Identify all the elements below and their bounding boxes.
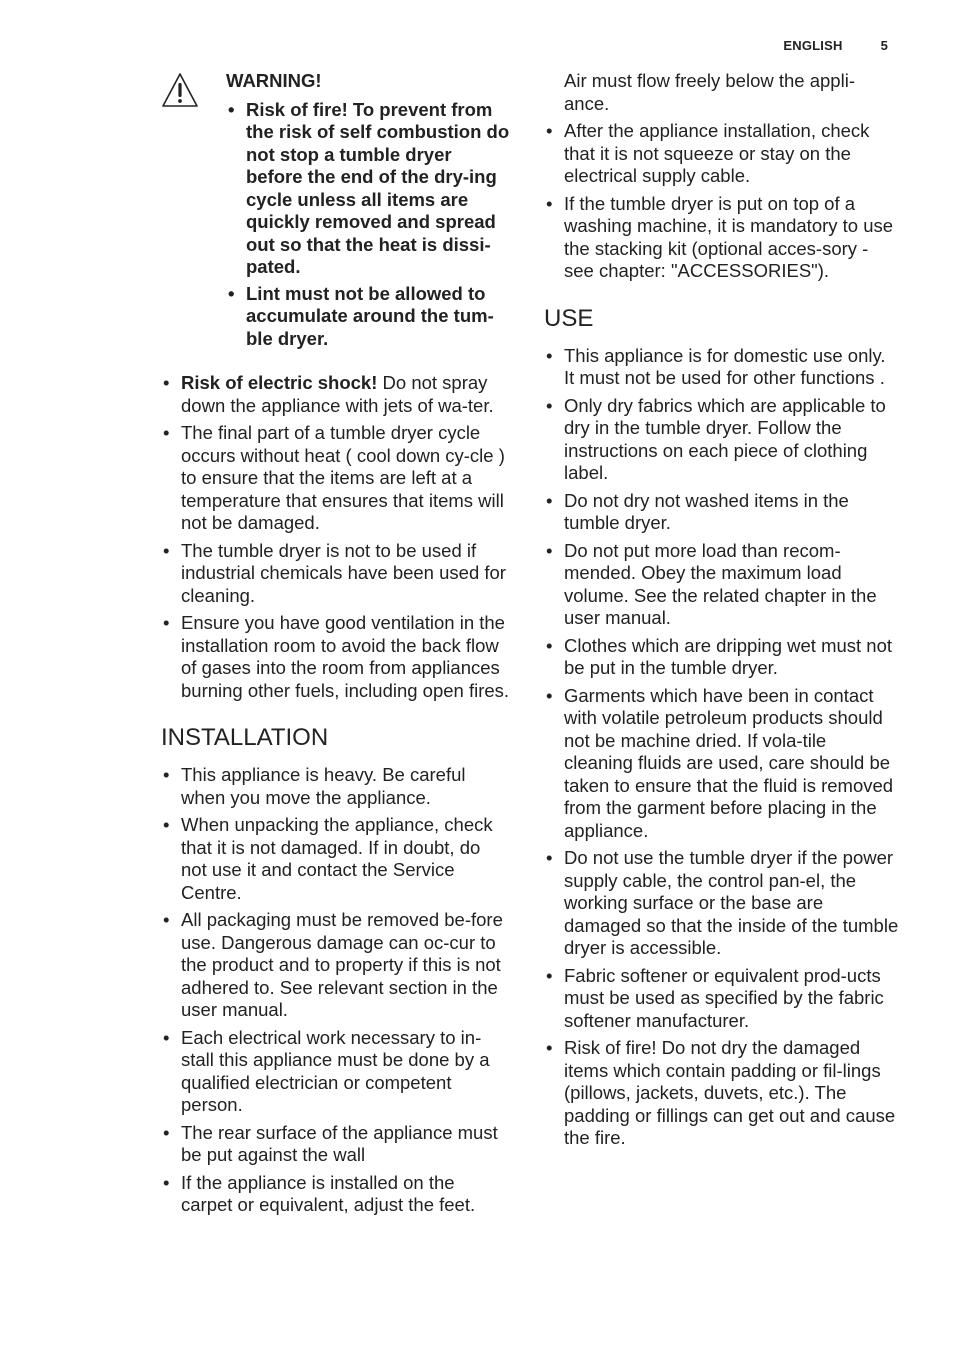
list-item: • Do not put more load than recom-mended. Obey the maximum load volume. See the related chapter in the user manual. — [546, 539, 877, 628]
list-item: • When unpacking the appliance, check that it is not damaged. If in doubt, do not use it and contact the Service Centre. — [163, 814, 493, 903]
list-item: • Each electrical work necessary to in-stall this appliance must be done by a qualified electrician or competent person. — [163, 1026, 490, 1115]
warning-item: • Risk of fire! To prevent from the risk of self combustion do not stop a tumble dryer before the end of the dry-ing cycle unless all items are quickly removed and spread out so that the heat is dissi-pated. — [228, 98, 510, 277]
list-item: • The final part of a tumble dryer cycle occurs without heat ( cool down cy-cle ) to ensure that the items are left at a temperature that ensures that items will not be damaged. — [163, 422, 505, 533]
left-column — [161, 70, 511, 1222]
list-item: • Do not use the tumble dryer if the power supply cable, the control pan-el, the working surface or the base are damaged so that the inside of the tumble dryer is accessible. — [546, 847, 899, 958]
list-item: • Risk of electric shock! Do not spray down the appliance with jets of wa-ter. — [163, 372, 494, 416]
list-item: • Clothes which are dripping wet must not be put in the tumble dryer. — [546, 634, 893, 678]
warning-item: • Lint must not be allowed to accumulate around the tum-ble dryer. — [228, 282, 494, 349]
list-item: • The rear surface of the appliance must be put against the wall — [163, 1121, 498, 1165]
warning-box — [161, 70, 511, 350]
list-item: • Only dry fabrics which are applicable to dry in the tumble dryer. Follow the instructions on each piece of clothing label. — [546, 394, 886, 483]
list-item: • After the appliance installation, check that it is not squeeze or stay on the electrical supply cable. — [546, 120, 870, 186]
general-safety-list — [161, 372, 511, 702]
warning-title: WARNING! — [226, 70, 322, 91]
use-heading: USE — [544, 304, 594, 332]
use-list — [544, 345, 900, 1150]
list-item: • Garments which have been in contact with volatile petroleum products should not be machine dried. If vola-tile cleaning fluids are used, care should be taken to ensure that the fluid is removed from the garment before placing in the appliance. — [546, 684, 894, 841]
list-item: • If the tumble dryer is put on top of a washing machine, it is mandatory to use the stacking kit (optional acces-sory - see chapter: "ACCESSORIES"). — [546, 192, 894, 281]
list-item: • Fabric softener or equivalent prod-ucts must be used as specified by the fabric softener manufacturer. — [546, 964, 884, 1031]
list-item: • Risk of fire! Do not dry the damaged items which contain padding or fil-lings (pillows, jackets, duvets, etc.). The padding or fillings can get out and cause the fire. — [546, 1037, 896, 1148]
list-item: • This appliance is heavy. Be careful when you move the appliance. — [163, 764, 466, 808]
installation-list-continued — [544, 120, 900, 283]
list-item: • This appliance is for domestic use only. It must not be used for other functions . — [546, 344, 886, 388]
installation-heading: INSTALLATION — [161, 724, 329, 751]
warning-triangle-icon — [161, 72, 199, 108]
header-language: ENGLISH — [783, 38, 843, 53]
installation-continuation: Air must flow freely below the appli-ance. — [564, 70, 855, 114]
right-column — [544, 70, 900, 1155]
list-item: • The tumble dryer is not to be used if industrial chemicals have been used for cleaning. — [163, 539, 506, 606]
list-item: • Do not dry not washed items in the tumble dryer. — [546, 489, 849, 533]
page-header — [783, 38, 888, 53]
list-item: • If the appliance is installed on the carpet or equivalent, adjust the feet. — [163, 1171, 476, 1215]
page-number: 5 — [880, 38, 888, 53]
warning-list — [226, 99, 511, 351]
list-item: • All packaging must be removed be-fore use. Dangerous damage can oc-cur to the product and to property if this is not adhered to. See relevant section in the user manual. — [163, 909, 503, 1020]
installation-list — [161, 764, 511, 1217]
list-item: • Ensure you have good ventilation in the installation room to avoid the back flow of gases into the room from appliances burning other fuels, including open fires. — [163, 612, 510, 701]
